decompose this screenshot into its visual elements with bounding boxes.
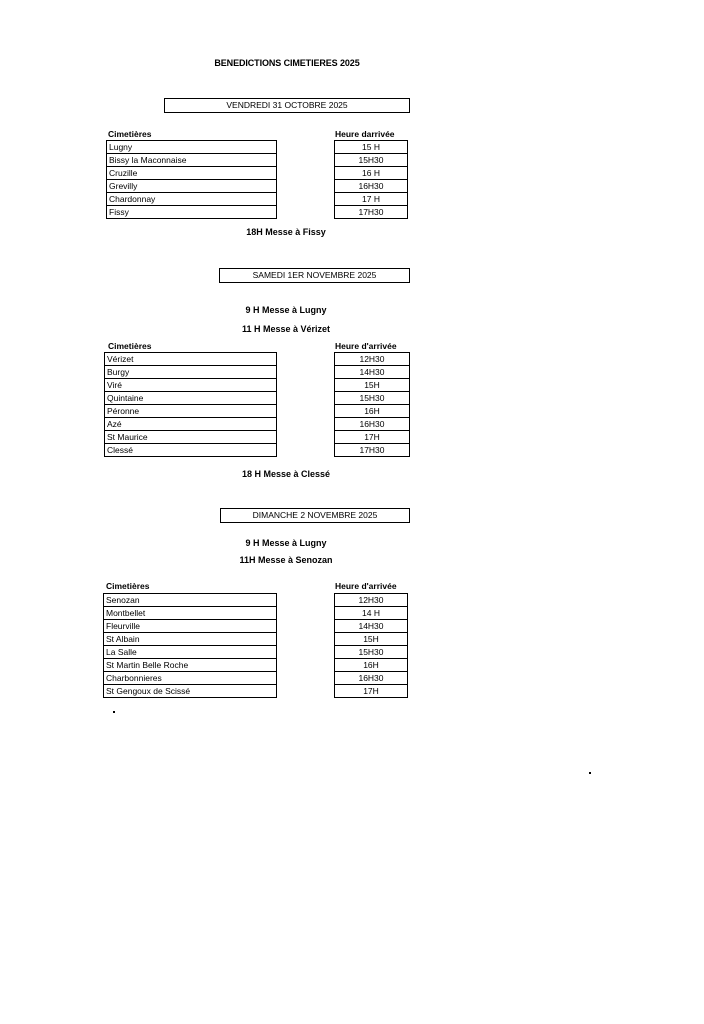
column-header-cemeteries: Cimetières [108,129,152,139]
mass-note-lugny: 9 H Messe à Lugny [245,305,327,315]
arrival-time: 12H30 [335,594,408,607]
cemetery-name: Quintaine [105,392,277,405]
table-row [335,366,410,379]
column-header-cemeteries: Cimetières [106,581,150,591]
table-row [335,392,410,405]
arrival-time: 14 H [335,607,408,620]
cemetery-name: Vérizet [105,353,277,366]
scan-speck [113,711,115,713]
table-row [104,607,277,620]
cemetery-name: Lugny [107,141,277,154]
table-row [107,193,277,206]
table-row [335,607,408,620]
table-row [107,167,277,180]
table-row [104,620,277,633]
cemetery-name: Chardonnay [107,193,277,206]
cemetery-name: St Albain [104,633,277,646]
time-table-vendredi [334,140,408,219]
page-title: BENEDICTIONS CIMETIERES 2025 [214,58,360,68]
arrival-time: 16H30 [335,180,408,193]
table-row [105,366,277,379]
scan-speck [589,772,591,774]
cemetery-name: St Maurice [105,431,277,444]
cemetery-name: La Salle [104,646,277,659]
table-row [105,418,277,431]
arrival-time: 17H30 [335,444,410,457]
table-row [335,418,410,431]
cemetery-name: Clessé [105,444,277,457]
table-row [107,206,277,219]
arrival-time: 14H30 [335,366,410,379]
mass-note-senozan: 11H Messe à Senozan [239,555,333,565]
time-table-samedi [334,352,410,457]
mass-note-lugny: 9 H Messe à Lugny [245,538,327,548]
arrival-time: 15H [335,633,408,646]
table-row [107,180,277,193]
arrival-time: 16H [335,405,410,418]
arrival-time: 15H30 [335,646,408,659]
table-row [335,167,408,180]
mass-note-verizet: 11 H Messe à Vérizet [241,324,331,334]
table-row [335,193,408,206]
table-row [104,646,277,659]
table-row [107,154,277,167]
column-header-arrival-time: Heure d'arrivée [335,581,397,591]
table-row [335,141,408,154]
arrival-time: 12H30 [335,353,410,366]
table-row [105,444,277,457]
table-row [107,141,277,154]
cemetery-name: Cruzille [107,167,277,180]
table-row [105,379,277,392]
table-row [335,405,410,418]
arrival-time: 17H [335,685,408,698]
table-row [335,633,408,646]
table-row [105,353,277,366]
cemetery-name: Fleurville [104,620,277,633]
column-header-cemeteries: Cimetières [108,341,152,351]
table-row [335,180,408,193]
table-row [104,672,277,685]
day-header-dimanche: DIMANCHE 2 NOVEMBRE 2025 [220,508,410,523]
column-header-arrival-time: Heure darrivée [335,129,395,139]
cemetery-name: Fissy [107,206,277,219]
table-row [335,206,408,219]
table-row [335,154,408,167]
cemetery-name: St Gengoux de Scissé [104,685,277,698]
arrival-time: 15H [335,379,410,392]
arrival-time: 14H30 [335,620,408,633]
mass-note-fissy: 18H Messe à Fissy [246,227,326,237]
table-row [335,659,408,672]
cemetery-name: Azé [105,418,277,431]
table-row [335,431,410,444]
table-row [105,405,277,418]
time-table-dimanche [334,593,408,698]
arrival-time: 17H30 [335,206,408,219]
cemetery-name: Senozan [104,594,277,607]
table-row [335,444,410,457]
cemetery-table-dimanche [103,593,277,698]
table-row [104,685,277,698]
arrival-time: 15H30 [335,154,408,167]
table-row [104,659,277,672]
cemetery-name: Viré [105,379,277,392]
table-row [104,594,277,607]
table-row [105,431,277,444]
table-row [104,633,277,646]
mass-note-clesse: 18 H Messe à Clessé [241,469,331,479]
table-row [335,379,410,392]
cemetery-table-samedi [104,352,277,457]
arrival-time: 16 H [335,167,408,180]
arrival-time: 16H30 [335,418,410,431]
table-row [105,392,277,405]
cemetery-name: Péronne [105,405,277,418]
arrival-time: 15 H [335,141,408,154]
table-row [335,646,408,659]
table-row [335,672,408,685]
cemetery-table-vendredi [106,140,277,219]
cemetery-name: Bissy la Maconnaise [107,154,277,167]
table-row [335,353,410,366]
table-row [335,620,408,633]
arrival-time: 17H [335,431,410,444]
cemetery-name: St Martin Belle Roche [104,659,277,672]
arrival-time: 15H30 [335,392,410,405]
cemetery-name: Grevilly [107,180,277,193]
cemetery-name: Burgy [105,366,277,379]
cemetery-name: Charbonnieres [104,672,277,685]
arrival-time: 16H [335,659,408,672]
cemetery-name: Montbellet [104,607,277,620]
day-header-samedi: SAMEDI 1ER NOVEMBRE 2025 [219,268,410,283]
table-row [335,594,408,607]
column-header-arrival-time: Heure d'arrivée [335,341,397,351]
arrival-time: 17 H [335,193,408,206]
table-row [335,685,408,698]
day-header-vendredi: VENDREDI 31 OCTOBRE 2025 [164,98,410,113]
arrival-time: 16H30 [335,672,408,685]
